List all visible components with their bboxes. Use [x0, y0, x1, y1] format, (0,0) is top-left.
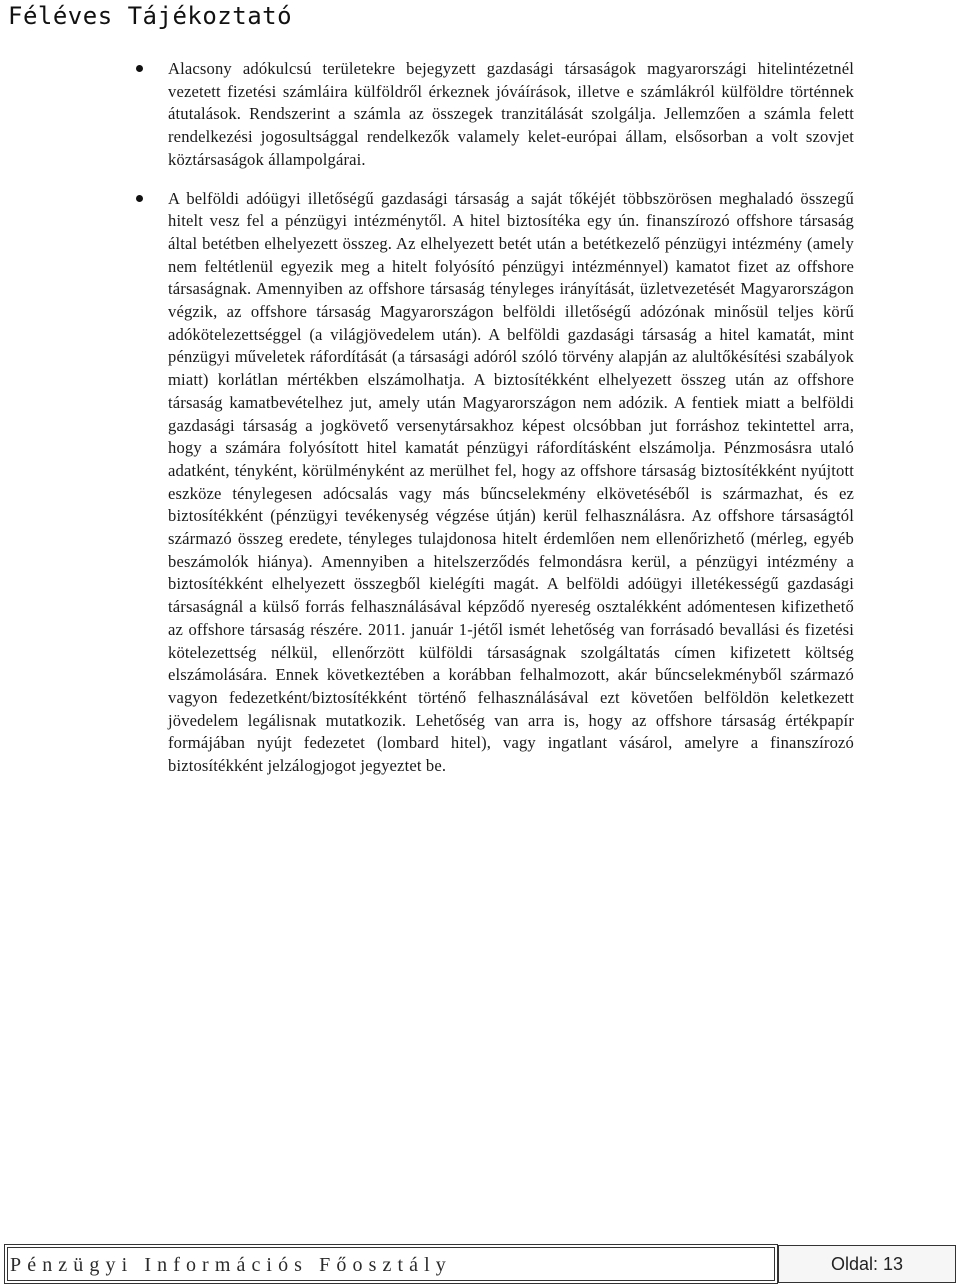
document-body — [134, 58, 854, 794]
bullet-dot-icon — [136, 195, 143, 202]
bullet-dot-icon — [136, 65, 143, 72]
page-number: Oldal: 13 — [830, 1254, 904, 1274]
bullet-text-2: A belföldi adóügyi illetőségű gazdasági társaság a saját tőkéjét többszörösen meghaladó összegű hitelt vesz fel a pénzügyi intézménytől. A hitel biztosítéka egy ún. finanszírozó offshore társaság által betétben elhelyezett összeg. Az elhelyezett betét után a betétkezelő pénzügyi intézmény (amely nem feltétlenül egyezik meg a hitelt folyósító pénzügyi intézménnyel) kamatot fizet az offshore társaságnak. Amennyiben az offshore társaság tényleges irányítását, üzletvezetését Magyarországon végzik, az offshore társaság Magyarországon belföldi illetőségű adózónak minősül teljes körű adókötelezettséggel (a világjövedelem után). A belföldi gazdasági társaság a hitel kamatát, mint pénzügyi műveletek ráfordítását (a társasági adóról szóló törvény alapján az alultőkésítési szabályok miatt) korlátlan mértékben elszámolhatja. A biztosítékként elhelyezett összeg után az offshore társaság kamatbevételhez jut, amely után Magyarországon nem adózik. A fentiek miatt a belföldi gazdasági társaság a jogkövető versenytársakhoz képest olcsóbban jut forráshoz tekintettel arra, hogy a számára folyósított hitel kamatát pénzügyi ráfordításként elszámolja. Pénzmosásra utaló adatként, tényként, körülményként az merülhet fel, hogy az offshore társaság biztosítékként nyújtott eszköze ténylegesen adócsalás vagy más bűncselekmény elkövetéséből is származhat, és ez biztosítékként (pénzügyi tevékenység végzése útján) kerül felhasználásra. Az offshore társaságtól származó összeg eredete, tényleges tulajdonosa hitelt érdemlően nem ellenőrizhető (mérleg, egyéb beszámolók hiánya). Amennyiben a hitelszerződés felmondásra kerül, a pénzügyi intézmény a biztosítékként elhelyezett összegből kielégíti magát. A belföldi adóügyi illetékességű gazdasági társaságnál a külső forrás felhasználásával képződő nyereség osztalékként adómentesen kifizethető az offshore társaság részére. 2011. január 1-jétől ismét lehetőség van forrásadó bevallási és fizetési kötelezettség nélkül, ellenőrzött külföldi társaságnak szolgáltatás címen kifizetett költség elszámolására. Ennek következtében a korábban felhalmozott, akár bűncselekményből származó vagyon fedezetként/biztosítékként történő felhasználásával ezt követően belföldön keletkezett jövedelem legálisnak mutatkozik. Lehetőség van arra is, hogy az offshore társaság értékpapír formájában nyújt fedezetet (lombard hitel), vagy ingatlant vásárol, amelyre a finanszírozó biztosítékként jelzálogjogot jegyeztet be. — [168, 188, 854, 776]
footer-department: Pénzügyi Információs Főosztály — [10, 1254, 452, 1276]
bullet-text-1: Alacsony adókulcsú területekre bejegyzett gazdasági társaságok magyarországi hitelintézetnél vezetett fizetési számláira külföldről érkeznek jóváírások, illetve e számlákról külföldre történnek átutalások. Rendszerint a számla az összegek tranzitálását szolgálja. Jellemzően a számla felett rendelkezési jogosultsággal rendelkezők valamely kelet-európai állam, elsősorban a volt szovjet köztársaságok állampolgárai. — [168, 59, 854, 169]
bullet-item-2 — [134, 188, 854, 778]
page-header-title: Féléves Tájékoztató — [8, 2, 293, 30]
page-number-box — [778, 1245, 956, 1283]
bullet-item-1 — [134, 58, 854, 172]
